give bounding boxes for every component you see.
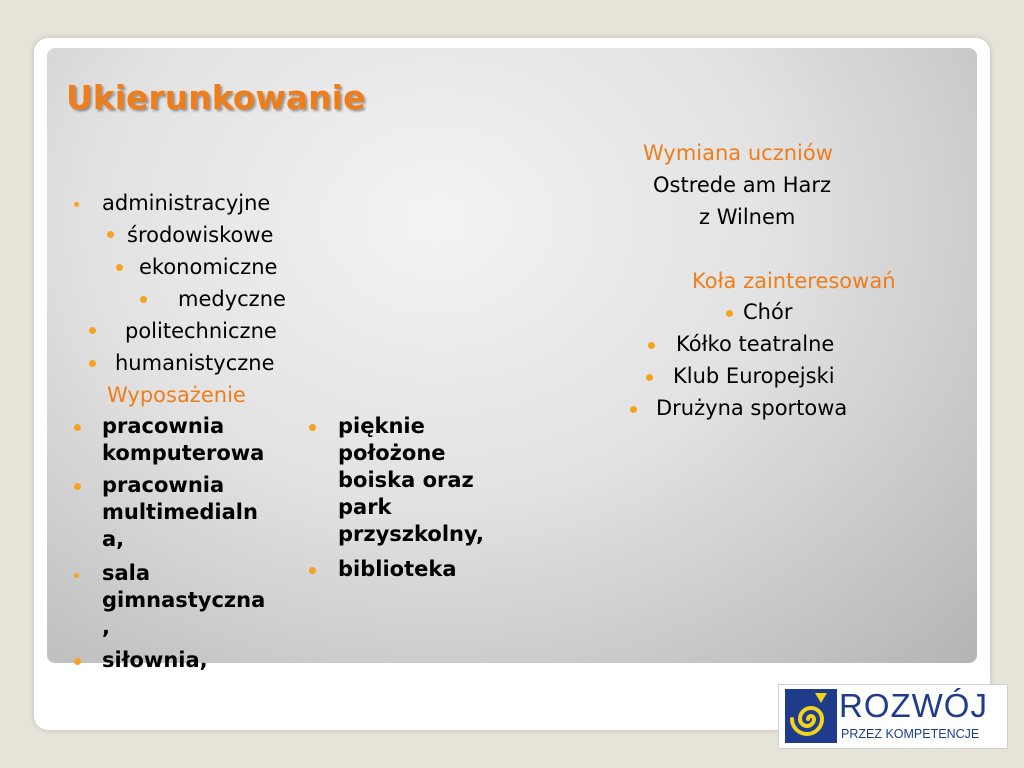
exchange-line: z Wilnem: [699, 205, 796, 229]
bullet: [74, 573, 79, 578]
logo-main-text: ROZWÓJ: [839, 687, 988, 724]
bullet: [116, 264, 123, 271]
bullet: [74, 424, 81, 431]
rozwoj-logo: [778, 684, 1008, 749]
bullet: [107, 231, 114, 238]
bullet: [74, 483, 81, 490]
equipment-item: sala gimnastyczna ,: [102, 561, 266, 639]
direction-item: środowiskowe: [127, 223, 274, 247]
bullet: [74, 658, 81, 665]
slide-title: Ukierunkowanie: [66, 78, 366, 117]
club-item: Klub Europejski: [673, 364, 835, 388]
bullet: [646, 374, 653, 381]
equipment-item: pracownia komputerowa: [102, 414, 265, 465]
exchange-line: Ostrede am Harz: [653, 173, 832, 197]
bullet: [630, 406, 637, 413]
bullet: [309, 567, 316, 574]
bullet: [648, 342, 655, 349]
bullet: [89, 327, 96, 334]
exchange-heading: Wymiana uczniów: [643, 141, 833, 165]
clubs-heading: Koła zainteresowań: [692, 269, 896, 293]
bullet: [74, 202, 79, 207]
equipment-item: pracownia multimedialn a,: [102, 473, 258, 551]
equipment-item: biblioteka: [338, 557, 457, 581]
direction-item: humanistyczne: [115, 351, 275, 375]
club-item: Kółko teatralne: [676, 332, 835, 356]
equipment-heading: Wyposażenie: [107, 383, 246, 407]
direction-item: politechniczne: [125, 319, 277, 343]
logo-spiral-icon: [785, 689, 837, 743]
club-item: Chór: [743, 300, 793, 324]
bullet: [726, 310, 733, 317]
direction-item: ekonomiczne: [139, 255, 278, 279]
club-item: Drużyna sportowa: [656, 396, 848, 420]
bullet: [140, 296, 147, 303]
bullet: [309, 424, 316, 431]
logo-sub-text: PRZEZ KOMPETENCJE: [841, 727, 980, 741]
equipment-item: pięknie położone boiska oraz park przyszkolny,: [338, 414, 485, 546]
equipment-item: siłownia,: [102, 648, 208, 672]
direction-item: administracyjne: [102, 191, 271, 215]
direction-item: medyczne: [178, 287, 286, 311]
bullet: [89, 360, 96, 367]
